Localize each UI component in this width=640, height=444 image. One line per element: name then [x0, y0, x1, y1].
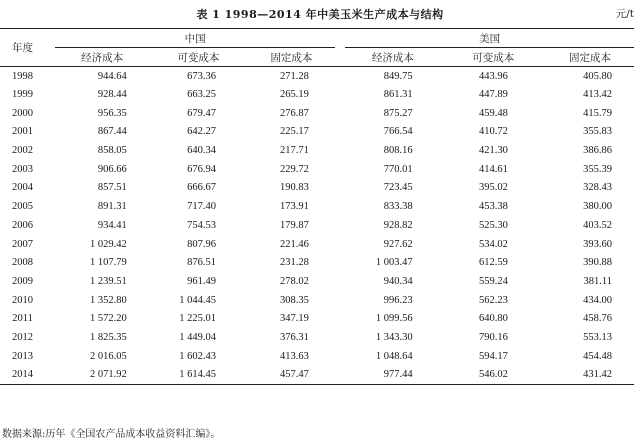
- value-cell: 434.00: [583, 294, 612, 306]
- value-cell: 928.44: [97, 89, 127, 101]
- value-cell: 717.40: [187, 201, 217, 213]
- value-cell: 858.05: [97, 145, 127, 157]
- table-row: [0, 309, 634, 328]
- table-body: [0, 67, 634, 385]
- value-cell: 1 003.47: [375, 257, 413, 269]
- value-cell: 640.34: [187, 145, 217, 157]
- value-cell: 666.67: [187, 182, 217, 194]
- value-cell: 944.64: [97, 70, 127, 82]
- year-cell: 2005: [12, 201, 34, 213]
- year-cell: 1998: [12, 70, 34, 82]
- value-cell: 271.28: [279, 70, 309, 82]
- value-cell: 1 239.51: [89, 275, 127, 287]
- table-row: [0, 328, 634, 347]
- year-header: 年度: [0, 29, 45, 67]
- year-cell: 2006: [12, 219, 34, 231]
- value-cell: 663.25: [187, 89, 217, 101]
- year-cell: 2012: [12, 331, 34, 343]
- value-cell: 457.47: [279, 369, 309, 381]
- table-row: [0, 347, 634, 366]
- value-cell: 1 614.45: [179, 369, 217, 381]
- table-row: [0, 272, 634, 291]
- table-row: [0, 123, 634, 142]
- value-cell: 278.02: [279, 275, 309, 287]
- value-cell: 559.24: [479, 275, 508, 287]
- value-cell: 347.19: [279, 313, 309, 325]
- value-cell: 413.42: [583, 89, 612, 101]
- value-cell: 562.23: [479, 294, 508, 306]
- value-cell: 807.96: [187, 238, 217, 250]
- value-cell: 1 029.42: [89, 238, 127, 250]
- table-row: [0, 366, 634, 385]
- value-cell: 525.30: [479, 219, 508, 231]
- value-cell: 1 602.43: [179, 350, 217, 362]
- value-cell: 1 352.80: [89, 294, 127, 306]
- table-row: [0, 235, 634, 254]
- value-cell: 1 825.35: [89, 331, 127, 343]
- year-cell: 2011: [12, 313, 33, 325]
- value-cell: 410.72: [479, 126, 508, 138]
- value-cell: 221.46: [279, 238, 309, 250]
- source-note: 数据来源:历年《全国农产品成本收益资料汇编》。: [2, 429, 221, 440]
- value-cell: 849.75: [383, 70, 413, 82]
- value-cell: 415.79: [583, 107, 612, 119]
- table-row: [0, 216, 634, 235]
- value-cell: 386.86: [583, 145, 612, 157]
- value-cell: 1 107.79: [89, 257, 127, 269]
- value-cell: 612.59: [479, 257, 508, 269]
- value-cell: 808.16: [383, 145, 413, 157]
- value-cell: 875.27: [383, 107, 413, 119]
- value-cell: 393.60: [583, 238, 612, 250]
- value-cell: 640.80: [479, 313, 508, 325]
- value-cell: 458.76: [583, 313, 612, 325]
- value-cell: 173.91: [279, 201, 309, 213]
- value-cell: 225.17: [279, 126, 309, 138]
- value-cell: 376.31: [279, 331, 309, 343]
- table-caption: 表 1 1998—2014 年中美玉米生产成本与结构: [196, 8, 444, 21]
- value-cell: 229.72: [279, 163, 309, 175]
- value-cell: 443.96: [479, 70, 508, 82]
- table-row: [0, 67, 634, 86]
- value-cell: 390.88: [583, 257, 612, 269]
- table-row: [0, 141, 634, 160]
- value-cell: 546.02: [479, 369, 508, 381]
- cost-table: [0, 28, 634, 385]
- value-cell: 308.35: [279, 294, 309, 306]
- value-cell: 857.51: [97, 182, 127, 194]
- value-cell: 770.01: [383, 163, 413, 175]
- value-cell: 1 048.64: [375, 350, 413, 362]
- col-header-cn-economic: 经济成本: [55, 48, 148, 67]
- value-cell: 1 225.01: [179, 313, 217, 325]
- year-cell: 2010: [12, 294, 34, 306]
- value-cell: 355.83: [583, 126, 612, 138]
- year-cell: 1999: [12, 89, 34, 101]
- value-cell: 996.23: [383, 294, 413, 306]
- value-cell: 431.42: [583, 369, 612, 381]
- value-cell: 906.66: [97, 163, 127, 175]
- value-cell: 927.62: [383, 238, 413, 250]
- year-cell: 2014: [12, 369, 34, 381]
- year-cell: 2000: [12, 107, 34, 119]
- value-cell: 534.02: [479, 238, 508, 250]
- year-cell: 2004: [12, 182, 34, 194]
- col-header-us-fixed: 固定成本: [546, 48, 634, 67]
- value-cell: 766.54: [383, 126, 413, 138]
- col-header-us-variable: 可变成本: [441, 48, 546, 67]
- value-cell: 414.61: [479, 163, 508, 175]
- year-cell: 2009: [12, 275, 34, 287]
- value-cell: 891.31: [97, 201, 127, 213]
- value-cell: 1 343.30: [375, 331, 413, 343]
- value-cell: 790.16: [479, 331, 508, 343]
- col-header-cn-fixed: 固定成本: [248, 48, 335, 67]
- value-cell: 2 016.05: [89, 350, 127, 362]
- value-cell: 679.47: [187, 107, 217, 119]
- usa-group-header: 美国: [345, 29, 634, 48]
- year-cell: 2002: [12, 145, 34, 157]
- table-row: [0, 160, 634, 179]
- value-cell: 1 044.45: [179, 294, 217, 306]
- value-cell: 1 449.04: [179, 331, 217, 343]
- value-cell: 594.17: [479, 350, 508, 362]
- year-cell: 2013: [12, 350, 34, 362]
- value-cell: 380.00: [583, 201, 612, 213]
- value-cell: 395.02: [479, 182, 508, 194]
- value-cell: 403.52: [583, 219, 612, 231]
- value-cell: 381.11: [583, 275, 612, 287]
- value-cell: 934.41: [97, 219, 127, 231]
- value-cell: 940.34: [383, 275, 413, 287]
- china-group-header: 中国: [55, 29, 334, 48]
- value-cell: 355.39: [583, 163, 612, 175]
- year-cell: 2008: [12, 257, 34, 269]
- value-cell: 867.44: [97, 126, 127, 138]
- value-cell: 276.87: [279, 107, 309, 119]
- value-cell: 876.51: [187, 257, 217, 269]
- table-row: [0, 197, 634, 216]
- year-cell: 2007: [12, 238, 34, 250]
- col-header-cn-variable: 可变成本: [149, 48, 248, 67]
- value-cell: 956.35: [97, 107, 127, 119]
- table-row: [0, 253, 634, 272]
- value-cell: 217.71: [279, 145, 309, 157]
- table-row: [0, 179, 634, 198]
- value-cell: 265.19: [279, 89, 309, 101]
- value-cell: 190.83: [279, 182, 309, 194]
- table-row: [0, 291, 634, 310]
- value-cell: 405.80: [583, 70, 612, 82]
- year-cell: 2001: [12, 126, 34, 138]
- value-cell: 421.30: [479, 145, 508, 157]
- table-row: [0, 104, 634, 123]
- year-cell: 2003: [12, 163, 34, 175]
- value-cell: 231.28: [279, 257, 309, 269]
- value-cell: 833.38: [383, 201, 413, 213]
- value-cell: 977.44: [383, 369, 413, 381]
- value-cell: 673.36: [187, 70, 217, 82]
- value-cell: 553.13: [583, 331, 612, 343]
- value-cell: 861.31: [383, 89, 413, 101]
- value-cell: 961.49: [187, 275, 217, 287]
- value-cell: 754.53: [187, 219, 217, 231]
- value-cell: 2 071.92: [89, 369, 127, 381]
- value-cell: 723.45: [383, 182, 413, 194]
- value-cell: 642.27: [187, 126, 217, 138]
- value-cell: 676.94: [187, 163, 217, 175]
- table-row: [0, 85, 634, 104]
- value-cell: 413.63: [279, 350, 309, 362]
- value-cell: 459.48: [479, 107, 508, 119]
- value-cell: 1 099.56: [375, 313, 413, 325]
- value-cell: 928.82: [383, 219, 413, 231]
- value-cell: 179.87: [279, 219, 309, 231]
- value-cell: 453.38: [479, 201, 508, 213]
- col-header-us-economic: 经济成本: [345, 48, 440, 67]
- value-cell: 447.89: [479, 89, 508, 101]
- value-cell: 1 572.20: [89, 313, 127, 325]
- value-cell: 454.48: [583, 350, 612, 362]
- value-cell: 328.43: [583, 182, 612, 194]
- unit-label: 元/t: [615, 8, 634, 20]
